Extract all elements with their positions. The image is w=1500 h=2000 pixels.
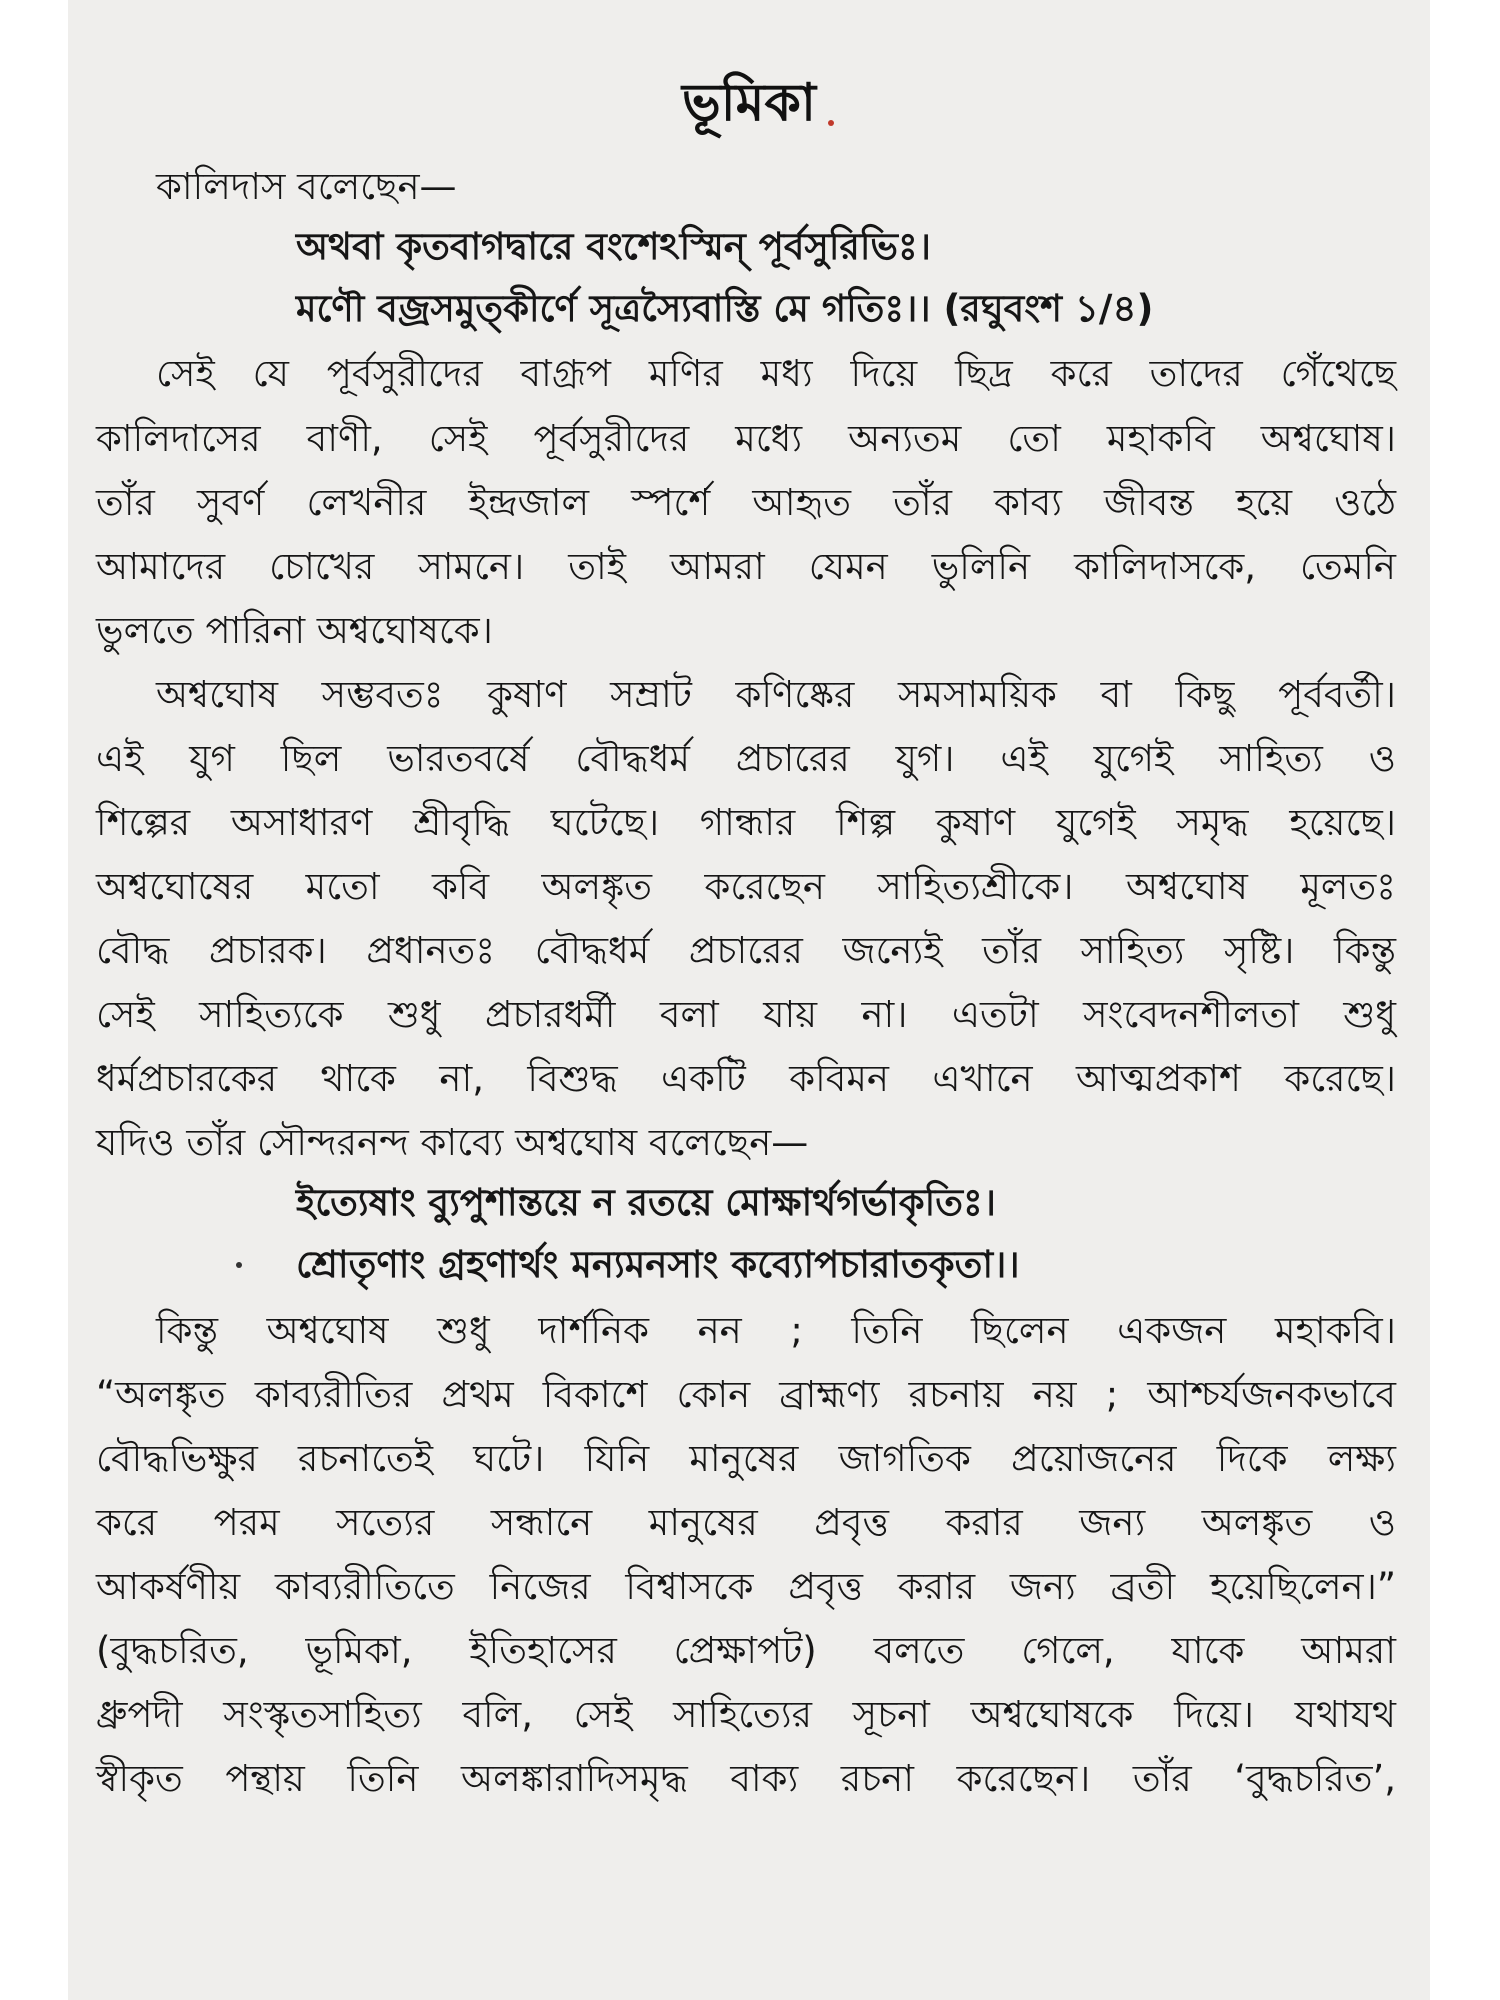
text-line: বৌদ্ধভিক্ষুর রচনাতেই ঘটে। যিনি মানুষের জাগতিক প্রয়োজনের দিকে লক্ষ্য <box>96 1437 1396 1480</box>
text-line: শিল্পের অসাধারণ শ্রীবৃদ্ধি ঘটেছে। গান্ধার শিল্প কুষাণ যুগেই সমৃদ্ধ হয়েছে। <box>96 801 1396 844</box>
verse-line: অথবা কৃতবাগদ্বারে বংশেঽস্মিন্ পূর্বসুরিভিঃ। <box>296 225 931 268</box>
verse-line: ইত্যেষাং ব্যুপুশান্তয়ে ন রতয়ে মোক্ষার্থগর্ভাকৃতিঃ। <box>296 1181 996 1224</box>
text-line: কিন্তু অশ্বঘোষ শুধু দার্শনিক নন ; তিনি ছিলেন একজন মহাকবি। <box>156 1309 1396 1352</box>
text-line: সেই যে পূর্বসুরীদের বাগ্রূপ মণির মধ্য দিয়ে ছিদ্র করে তাদের গেঁথেছে <box>156 352 1396 395</box>
text-line: কালিদাসের বাণী, সেই পূর্বসুরীদের মধ্যে অন্যতম তো মহাকবি অশ্বঘোষ। <box>96 417 1396 460</box>
text-line: স্বীকৃত পন্থায় তিনি অলঙ্কারাদিসমৃদ্ধ বাক্য রচনা করেছেন। তাঁর ‘বুদ্ধচরিত’, <box>96 1757 1396 1800</box>
text-line: কালিদাস বলেছেন— <box>156 165 457 208</box>
text-line: সেই সাহিত্যকে শুধু প্রচারধর্মী বলা যায় না। এতটা সংবেদনশীলতা শুধু <box>96 993 1396 1036</box>
text-line: আকর্ষণীয় কাব্যরীতিতে নিজের বিশ্বাসকে প্রবৃত্ত করার জন্য ব্রতী হয়েছিলেন।” <box>96 1565 1396 1608</box>
verse-line: মণৌ বজ্রসমুত্কীর্ণে সূত্রস্যৈবাস্তি মে গতিঃ।। (রঘুবংশ ১/৪) <box>296 287 1154 330</box>
text-line: “অলঙ্কৃত কাব্যরীতির প্রথম বিকাশে কোন ব্রাহ্মণ্য রচনায় নয় ; আশ্চর্যজনকভাবে <box>96 1373 1396 1416</box>
book-page <box>68 0 1430 2000</box>
text-line: (বুদ্ধচরিত, ভূমিকা, ইতিহাসের প্রেক্ষাপট) বলতে গেলে, যাকে আমরা <box>96 1629 1396 1672</box>
text-line: ভুলতে পারিনা অশ্বঘোষকে। <box>96 609 493 652</box>
text-line: অশ্বঘোষের মতো কবি অলঙ্কৃত করেছেন সাহিত্যশ্রীকে। অশ্বঘোষ মূলতঃ <box>96 865 1396 908</box>
text-line: করে পরম সত্যের সন্ধানে মানুষের প্রবৃত্ত করার জন্য অলঙ্কৃত ও <box>96 1501 1396 1544</box>
text-line: অশ্বঘোষ সম্ভবতঃ কুষাণ সম্রাট কণিষ্কের সমসাময়িক বা কিছু পূর্ববর্তী। <box>156 673 1396 716</box>
text-line: আমাদের চোখের সামনে। তাই আমরা যেমন ভুলিনি কালিদাসকে, তেমনি <box>96 545 1396 588</box>
text-line: ধ্রুপদী সংস্কৃতসাহিত্য বলি, সেই সাহিত্যের সূচনা অশ্বঘোষকে দিয়ে। যথাযথ <box>96 1693 1396 1736</box>
text-line: যদিও তাঁর সৌন্দরনন্দ কাব্যে অশ্বঘোষ বলেছেন— <box>96 1121 809 1164</box>
stray-dot <box>236 1262 242 1268</box>
page-title: ভূমিকা <box>682 73 816 133</box>
text-line: ধর্মপ্রচারকের থাকে না, বিশুদ্ধ একটি কবিমন এখানে আত্মপ্রকাশ করেছে। <box>96 1057 1396 1100</box>
text-line: বৌদ্ধ প্রচারক। প্রধানতঃ বৌদ্ধধর্ম প্রচারের জন্যেই তাঁর সাহিত্য সৃষ্টি। কিন্তু <box>96 929 1396 972</box>
text-line: এই যুগ ছিল ভারতবর্ষে বৌদ্ধধর্ম প্রচারের যুগ। এই যুগেই সাহিত্য ও <box>96 737 1396 780</box>
verse-line: শ্রোতৃণাং গ্রহণার্থং মন্যমনসাং কব্যোপচারাতকৃতা।। <box>296 1243 1020 1286</box>
ink-speck <box>828 120 834 126</box>
text-line: তাঁর সুবর্ণ লেখনীর ইন্দ্রজাল স্পর্শে আহৃত তাঁর কাব্য জীবন্ত হয়ে ওঠে <box>96 481 1396 524</box>
